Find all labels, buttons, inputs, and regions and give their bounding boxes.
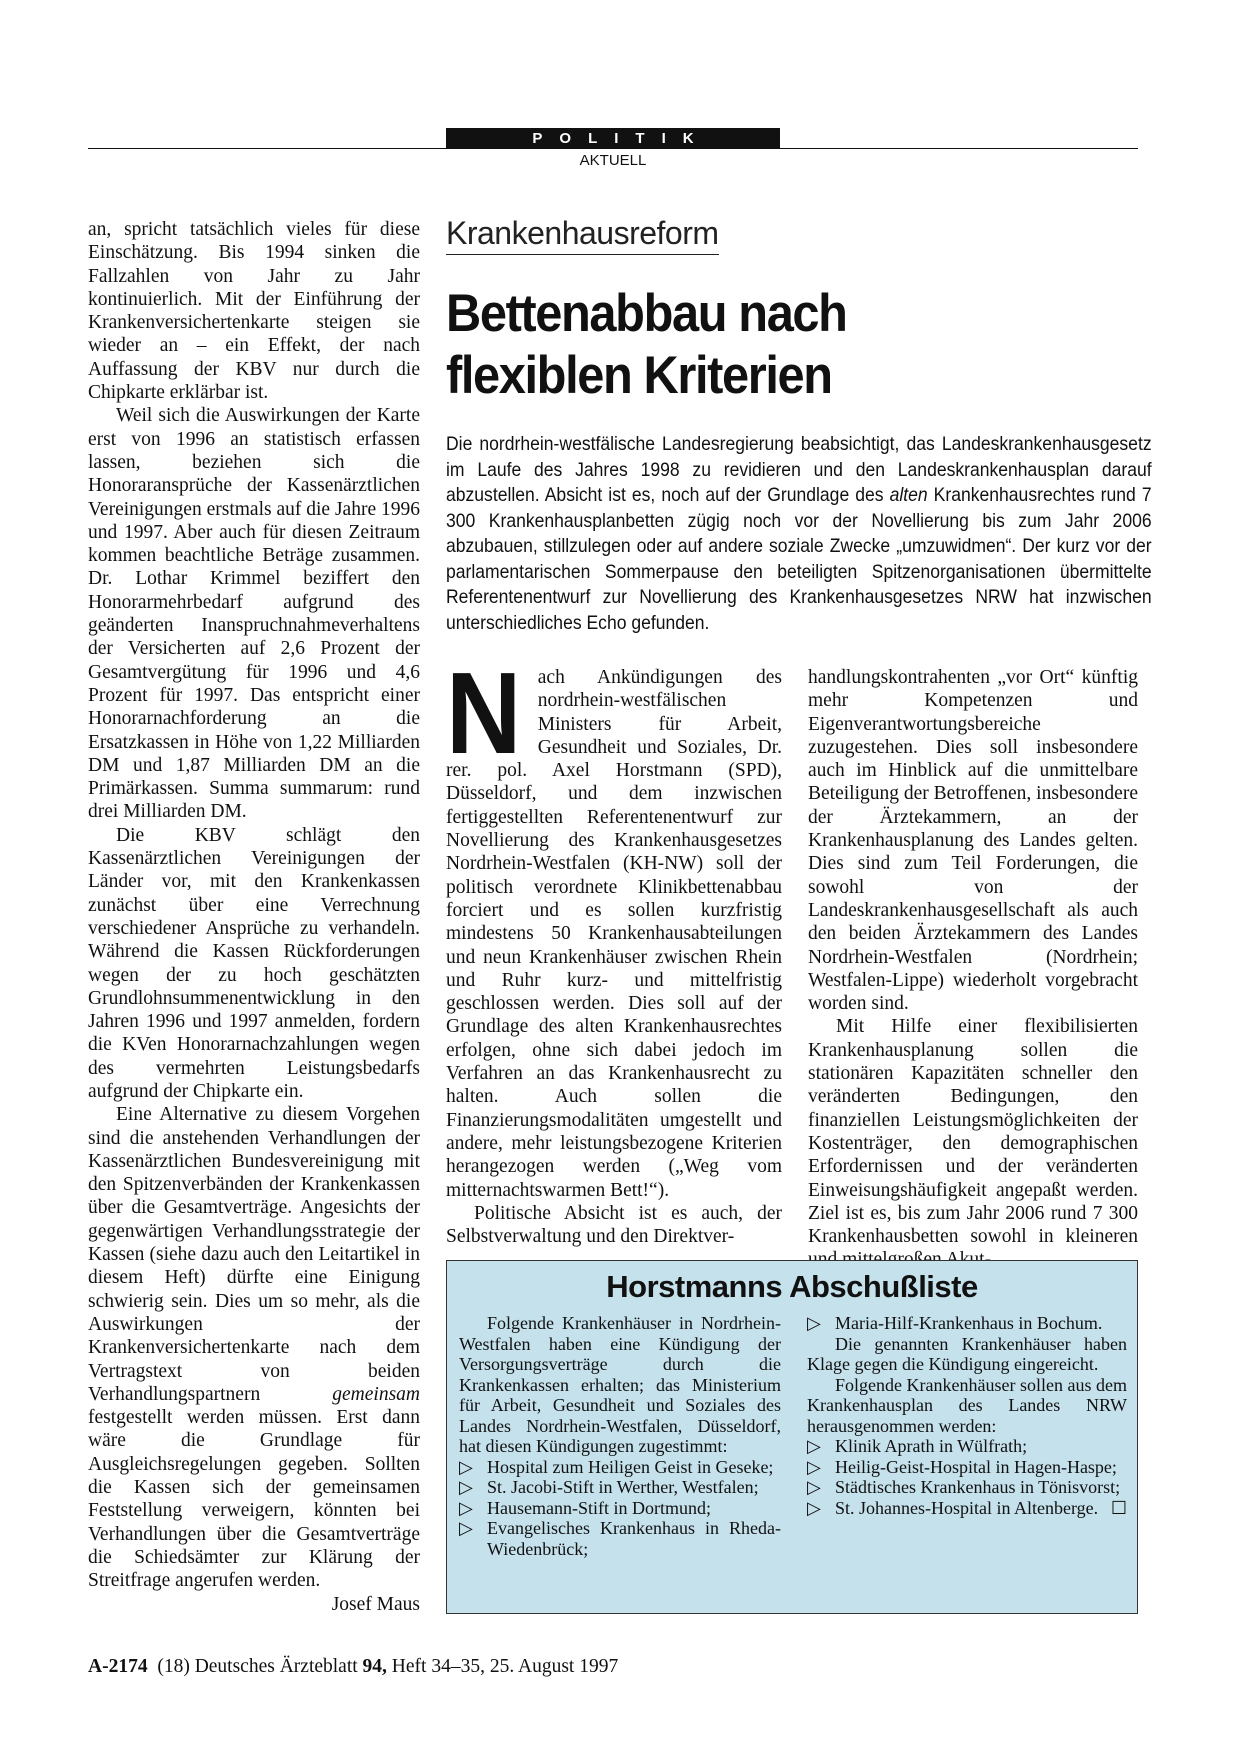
article-kicker: Krankenhausreform [446, 215, 719, 255]
footer-text: (18) Deutsches Ärzteblatt [157, 1656, 363, 1677]
box-intro: Folgende Krankenhäuser in Nordrhein-Westfalen haben eine Kündigung der Versorgungsverträge durch die Krankenkassen erhalten; das Ministerium für Arbeit, Gesundheit und Soziales des Landes Nordrhein-Westfalen, Düsseldorf, hat diesen Kündigungen zugestimmt: [459, 1313, 781, 1456]
article-headline [446, 283, 1035, 407]
box-title: Horstmanns Abschußliste [606, 1269, 978, 1304]
box-column-1 [459, 1313, 781, 1559]
drop-cap: N [446, 648, 522, 778]
end-mark-icon: ☐ [1110, 1497, 1127, 1518]
list-item-text: Hausemann-Stift in Dortmund; [487, 1497, 711, 1518]
list-item-text: Heilig-Geist-Hospital in Hagen-Haspe; [835, 1456, 1117, 1477]
list-item [459, 1518, 781, 1559]
list-item [807, 1313, 1127, 1334]
article-paragraph: handlungskontrahenten „vor Ort“ künftig mehr Kompetenzen und Eigenverantwortungsbereiche zuzugestehen. Dies soll insbesondere auch im Hinblick auf die unmittelbare Beteiligung der Betroffenen, insbesondere der Ärztekammern, an der Krankenhausplanung des Landes gelten. Dies sind zum Teil Forderungen, die sowohl von der Landeskrankenhausgesellschaft als auch den beiden Ärztekammern des Landes Nordrhein-Westfalen (Nordrhein; Westfalen-Lippe) wiederholt vorgebracht worden sind. [808, 667, 1138, 1015]
list-item-text: Klinik Aprath in Wülfrath; [835, 1436, 1028, 1456]
left-paragraph [88, 1103, 420, 1615]
article-text: ach Ankündigungen des nordrhein-westfälischen Ministers für Arbeit, Gesundheit und Soziales, Dr. rer. pol. Axel Horstmann (SPD), Düsseldorf, und dem inzwischen fertiggestellten Referentenentwurf zur Novellierung des Krankenhausgesetzes Nordrhein-Westfalen (KH-NW) soll der politisch verordnete Klinikbettenabbau forciert und es sollen kurzfristig mindestens 50 Krankenhausabteilungen und neun Krankenhäuser zwischen Rhein und Ruhr kurz- und mittelfristig geschlossen werden. Dies soll auf der Grundlage des alten Krankenhausrechtes erfolgen, ohne sich dabei jedoch im Verfahren an das Krankenhausrecht zu halten. Auch sollen die Finanzierungsmodalitäten umgestellt und andere, mehr leistungsbezogene Kriterien herangezogen werden („Weg vom mitternachtswarmen Bett!“). [446, 667, 782, 1201]
page-number: A-2174 [88, 1656, 148, 1677]
closure-list-cont [807, 1313, 1127, 1334]
list-item [807, 1436, 1127, 1457]
section-label: POLITIK [446, 128, 780, 149]
lead-text: Die nordrhein-westfälische Landesregierung beabsichtigt, das Landeskrankenhausgesetz im Laufe des Jahres 1998 zu revidieren und den Landeskrankenhausplan darauf abzustellen. Absicht ist es, noch auf der Grundlage des [446, 433, 1152, 506]
list-item [807, 1477, 1127, 1498]
article-paragraph [446, 648, 782, 1202]
box-intro: Folgende Krankenhäuser sollen aus dem Krankenhausplan des Landes NRW herausgenommen werden: [807, 1374, 1127, 1436]
left-paragraph: Weil sich die Auswirkungen der Karte erst von 1996 an statistisch erfassen lassen, beziehen sich die Honoraransprüche der Kassenärztlichen Vereinigungen erstmals auf die Jahre 1996 und 1997. Aber auch für diesen Zeitraum kommen beachtliche Beträge zusammen. Dr. Lothar Krimmel beziffert den Honorarmehrbedarf aufgrund des geänderten Inanspruchnahmeverhaltens der Versicherten auf 2,6 Prozent der Gesamtvergütung für 1996 und 4,6 Prozent für 1997. Das entspricht einer Honorarnachforderung an die Ersatzkassen in Höhe von 1,22 Milliarden DM und 1,87 Milliarden DM an die Primärkassen. Summa summarum: rund drei Milliarden DM. [88, 405, 420, 823]
footer-text: Heft 34–35, 25. August 1997 [386, 1656, 619, 1677]
list-item [807, 1457, 1127, 1478]
page-footer [88, 1656, 618, 1678]
article-column-1 [446, 648, 782, 1248]
author-name: Josef Maus [331, 1593, 420, 1615]
triangle-bullet-icon: ▷ [807, 1456, 821, 1477]
article-column-2 [808, 666, 1138, 1272]
lead-text: Krankenhausrechtes rund 7 300 Krankenhausplanbetten zügig noch vor der Novellierung bis zum Jahr 2006 abzubauen, stillzulegen oder auf andere soziale Zwecke „umzuwidmen“. Der kurz vor der parlamentarischen Sommerpause den beteiligten Spitzenorganisationen übermittelte Referentenentwurf zur Novellierung des Krankenhausgesetzes NRW hat inzwischen unterschiedliches Echo gefunden. [446, 484, 1152, 634]
box-note: Die genannten Krankenhäuser haben Klage gegen die Kündigung eingereicht. [807, 1333, 1127, 1374]
triangle-bullet-icon: ▷ [807, 1436, 821, 1456]
headline-line: flexiblen Kriterien [446, 346, 832, 405]
left-text: festgestellt werden müssen. Erst dann wäre die Grundlage für Ausgleichsregelungen gegeben. Sollten die Kassen sich der gemeinsamen Feststellung verweigern, könnten bei Verhandlungen über die Gesamtverträge die Schiedsämter zur Klärung der Streitfrage angerufen werden. [88, 1407, 420, 1592]
triangle-bullet-icon: ▷ [807, 1313, 821, 1333]
removal-list [807, 1436, 1127, 1518]
triangle-bullet-icon: ▷ [807, 1477, 821, 1497]
article-paragraph: Mit Hilfe einer flexibilisierten Krankenhausplanung sollen die stationären Kapazitäten schneller den veränderten Bedingungen, den finanziellen Leistungsmöglichkeiten der Kostenträger, den demographischen Erfordernissen und der veränderten Einweisungshäufigkeit angepaßt werden. Ziel ist es, bis zum Jahr 2006 rund 7 300 Krankenhausbetten sowohl in kleineren [808, 1016, 1138, 1248]
list-item [459, 1457, 781, 1478]
list-item [459, 1498, 781, 1519]
triangle-bullet-icon: ▷ [459, 1456, 473, 1477]
article-paragraph [446, 1202, 782, 1249]
left-paragraph: an, spricht tatsächlich vieles für diese Einschätzung. Bis 1994 sinken die Fallzahlen von Jahr zu Jahr kontinuierlich. Mit der Einführung der Krankenversichertenkarte steigen sie wieder an – ein Effekt, der nach Auffassung der KBV nur durch die Chipkarte erklärbar ist. [88, 219, 420, 404]
list-item-text: Maria-Hilf-Krankenhaus in Bochum. [835, 1313, 1103, 1333]
list-item-text: St. Johannes-Hospital in Altenberge. [835, 1497, 1099, 1518]
list-item-text: Evangelisches Krankenhaus in Rheda-Wiedenbrück; [487, 1518, 781, 1559]
list-item-text: Hospital zum Heiligen Geist in Geseke; [487, 1456, 774, 1477]
footer-volume: 94, [362, 1656, 387, 1677]
box-column-2 [807, 1313, 1127, 1518]
list-item [807, 1498, 1127, 1519]
list-item-text: St. Jacobi-Stift in Werther, Westfalen; [487, 1477, 759, 1497]
left-paragraph: Die KBV schlägt den Kassenärztlichen Vereinigungen der Länder vor, mit den Krankenkassen zunächst über eine Verrechnung verschiedener Ansprüche zu verhandeln. Während die Kassen Rückforderungen wegen der zu hoch geschätzten Grundlohnsummenentwicklung in den Jahren 1996 und 1997 anmelden, fordern die KVen Honorarnachzahlungen wegen des vermehrten Leistungsbedarfs aufgrund der Chipkarte ein. [88, 824, 420, 1102]
headline-line: Bettenabbau nach [446, 284, 847, 343]
article-lead [446, 432, 1152, 636]
triangle-bullet-icon: ▷ [807, 1497, 821, 1518]
list-item [459, 1477, 781, 1498]
article-text: Politische Absicht ist es auch, der Selbstverwaltung und den Direktver- [446, 1202, 782, 1248]
triangle-bullet-icon: ▷ [459, 1518, 473, 1538]
closure-list [459, 1457, 781, 1560]
subsection-label: AKTUELL [579, 152, 647, 169]
left-text: Eine Alternative zu diesem Vorgehen sind die anstehenden Verhandlungen der Kassenärztlichen Bundesvereinigung mit den Spitzenverbänden der Krankenkassen über die Gesamtverträge. Angesichts der gegenwärtigen Verhandlungsstrategie der Kassen (siehe dazu auch den Leitartikel in diesem Heft) dürfte eine Einigung schwierig sein. Dies um so mehr, als die Auswirkungen der Krankenversichertenkarte nach dem Vertragstext von beiden Verhandlungspartnern [88, 1104, 420, 1405]
lead-emphasis: alten [889, 484, 928, 506]
list-item-text: Städtisches Krankenhaus in Tönisvorst; [835, 1477, 1121, 1497]
left-column [88, 218, 420, 1616]
triangle-bullet-icon: ▷ [459, 1477, 473, 1497]
info-box [446, 1260, 1138, 1614]
left-emphasis: gemeinsam [332, 1383, 420, 1405]
triangle-bullet-icon: ▷ [459, 1497, 473, 1518]
